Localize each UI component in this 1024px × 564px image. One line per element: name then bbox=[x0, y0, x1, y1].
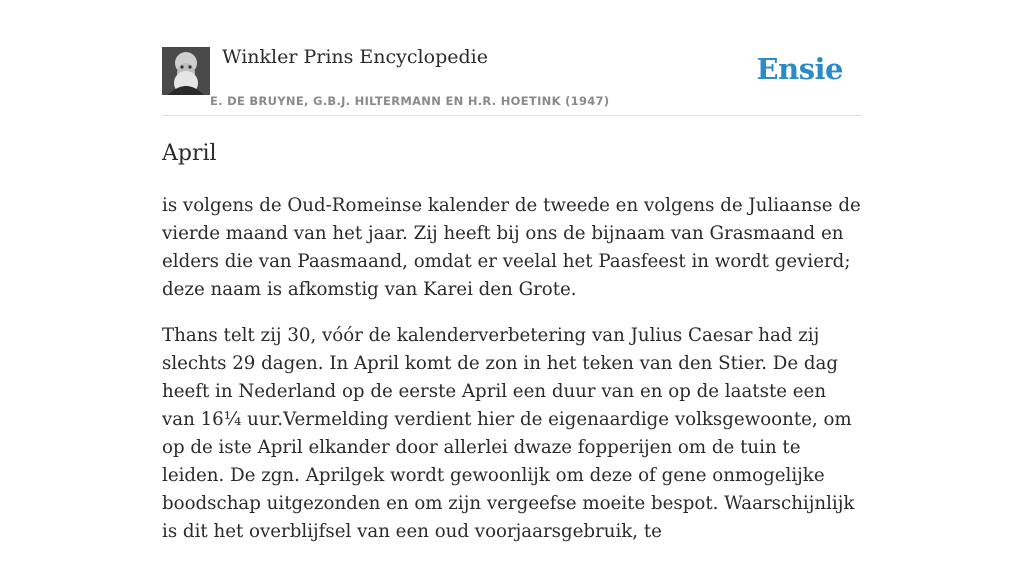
brand-logo[interactable]: Ensie bbox=[756, 52, 843, 86]
source-title[interactable]: Winkler Prins Encyclopedie bbox=[222, 46, 488, 68]
article-body bbox=[162, 192, 862, 564]
article-paragraph: is volgens de Oud-Romeinse kalender de tweede en volgens de Juliaanse de vierde maand van het jaar. Zij heeft bij ons de bijnaam van Grasmaand en elders die van Paasmaand, omdat er veelal het Paasfeest in wordt gevierd; deze naam is afkomstig van Karei den Grote. bbox=[162, 195, 861, 300]
source-authors: E. DE BRUYNE, G.B.J. HILTERMANN EN H.R. HOETINK (1947) bbox=[210, 94, 610, 108]
article-title: April bbox=[162, 141, 217, 166]
author-portrait-icon[interactable] bbox=[162, 47, 210, 95]
article-page bbox=[162, 0, 862, 542]
source-header bbox=[162, 0, 862, 116]
article-paragraph: Thans telt zij 30, vóór de kalenderverbetering van Julius Caesar had zij slechts 29 dagen. In April komt de zon in het teken van den Stier. De dag heeft in Nederland op de eerste April een duur van en op de laatste een van 16¼ uur.Vermelding verdient hier de eigenaardige volksgewoonte, om op de iste April elkander door allerlei dwaze fopperijen om de tuin te leiden. De zgn. Aprilgek wordt gewoonlijk om deze of gene onmogelijke boodschap uitgezonden en om zijn vergeefse moeite bespot. Waarschijnlijk is dit het overblijfsel van een oud voorjaarsgebruik, te bbox=[162, 325, 855, 542]
